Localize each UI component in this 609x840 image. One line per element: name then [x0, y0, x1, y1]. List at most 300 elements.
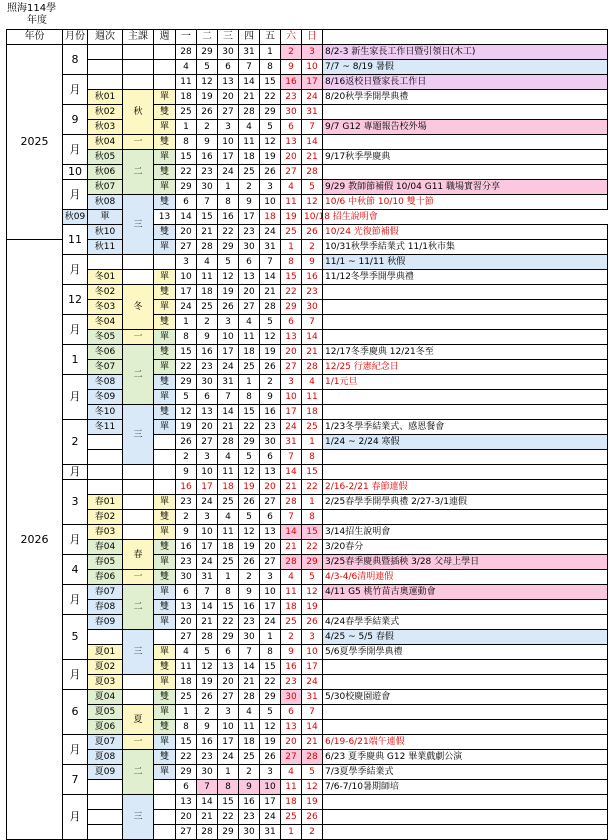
- day-cell: 11: [302, 390, 323, 405]
- week-row: [7, 300, 608, 315]
- week-type-cell: 單: [154, 585, 176, 600]
- day-cell: 24: [302, 90, 323, 105]
- day-cell: 26: [197, 105, 218, 120]
- week-row: [7, 255, 608, 270]
- day-cell: 13: [239, 270, 260, 285]
- day-cell: 21: [302, 150, 323, 165]
- day-cell: 20: [260, 540, 281, 555]
- day-cell: 2: [176, 510, 197, 525]
- week-row: [7, 705, 608, 720]
- day-cell: 20: [281, 150, 302, 165]
- day-cell: 27: [260, 495, 281, 510]
- week-type-cell: 單: [154, 330, 176, 345]
- day-cell: 25: [302, 420, 323, 435]
- day-cell: 9: [176, 525, 197, 540]
- day-cell: 13: [154, 210, 176, 225]
- week-type-cell: 雙: [154, 315, 176, 330]
- week-number-cell: [88, 795, 123, 810]
- day-cell: 16: [176, 540, 197, 555]
- month-cell: 9: [63, 105, 88, 135]
- day-cell: 3: [176, 255, 197, 270]
- day-cell: 18: [197, 285, 218, 300]
- week-number-cell: 冬02: [88, 285, 123, 300]
- day-cell: 17: [239, 210, 260, 225]
- event-cell: [323, 720, 608, 735]
- week-row: [7, 750, 608, 765]
- day-cell: 29: [260, 690, 281, 705]
- day-cell: 9: [239, 195, 260, 210]
- day-cell: 30: [239, 630, 260, 645]
- week-number-cell: [88, 450, 123, 465]
- day-cell: 30: [197, 180, 218, 195]
- day-cell: 15: [260, 660, 281, 675]
- week-row: [7, 585, 608, 600]
- day-cell: 21: [260, 285, 281, 300]
- day-cell: 15: [302, 525, 323, 540]
- month-cell: 月: [63, 735, 88, 765]
- day-cell: 30: [281, 690, 302, 705]
- day-cell: 4: [239, 315, 260, 330]
- event-cell: [323, 465, 608, 480]
- day-cell: 21: [302, 735, 323, 750]
- day-cell: 19: [260, 735, 281, 750]
- day-cell: 27: [281, 750, 302, 765]
- day-cell: 4: [176, 645, 197, 660]
- day-cell: 9: [197, 330, 218, 345]
- week-row: [7, 405, 608, 420]
- week-number-cell: 春06: [88, 570, 123, 585]
- week-row: [7, 720, 608, 735]
- day-cell: 1: [281, 240, 302, 255]
- day-cell: 22: [218, 810, 239, 825]
- week-row: [7, 780, 608, 795]
- week-row: [7, 210, 608, 225]
- day-cell: 31: [260, 240, 281, 255]
- day-cell: 27: [218, 105, 239, 120]
- day-cell: 4: [218, 450, 239, 465]
- day-cell: 2: [239, 570, 260, 585]
- week-number-cell: 夏01: [88, 645, 123, 660]
- week-row: [7, 450, 608, 465]
- month-cell: 月: [63, 375, 88, 420]
- day-cell: 26: [302, 615, 323, 630]
- day-cell: 3: [197, 450, 218, 465]
- day-cell: 23: [239, 225, 260, 240]
- main-course-cell: [123, 255, 154, 270]
- day-cell: 14: [260, 270, 281, 285]
- day-cell: 10: [260, 585, 281, 600]
- main-course-cell: 二: [123, 750, 154, 795]
- week-type-cell: [154, 825, 176, 840]
- day-cell: 22: [260, 675, 281, 690]
- week-number-cell: 秋10: [88, 225, 123, 240]
- week-row: [7, 465, 608, 480]
- day-cell: 12: [260, 330, 281, 345]
- header-sun: 日: [302, 30, 323, 45]
- day-cell: 2: [197, 705, 218, 720]
- day-cell: 22: [176, 750, 197, 765]
- day-cell: 6: [281, 315, 302, 330]
- day-cell: 7: [281, 510, 302, 525]
- day-cell: 28: [260, 300, 281, 315]
- day-cell: 7: [218, 390, 239, 405]
- day-cell: 2: [197, 315, 218, 330]
- day-cell: 22: [176, 165, 197, 180]
- day-cell: 16: [281, 75, 302, 90]
- main-course-cell: [123, 75, 154, 90]
- day-cell: 13: [218, 75, 239, 90]
- day-cell: 14: [218, 405, 239, 420]
- week-number-cell: 夏04: [88, 690, 123, 705]
- main-course-cell: [123, 495, 154, 510]
- week-number-cell: [88, 60, 123, 75]
- page-subtitle: 年度: [27, 15, 47, 26]
- event-cell: [323, 405, 608, 420]
- year-cell: 2025: [7, 45, 63, 240]
- week-number-cell: 秋09: [63, 210, 88, 225]
- day-cell: 30: [176, 570, 197, 585]
- day-cell: 5: [260, 705, 281, 720]
- week-type-cell: [154, 465, 176, 480]
- day-cell: 19: [260, 150, 281, 165]
- week-type-cell: 雙: [154, 750, 176, 765]
- event-cell: 3/20春分: [323, 540, 608, 555]
- day-cell: 16: [260, 405, 281, 420]
- day-cell: 1: [260, 45, 281, 60]
- day-cell: 27: [281, 360, 302, 375]
- day-cell: 21: [218, 420, 239, 435]
- day-cell: 2: [176, 450, 197, 465]
- day-cell: 9: [239, 585, 260, 600]
- week-number-cell: [88, 480, 123, 495]
- day-cell: 30: [239, 825, 260, 840]
- day-cell: 19: [239, 480, 260, 495]
- day-cell: 26: [302, 810, 323, 825]
- main-course-cell: 三: [123, 630, 154, 675]
- day-cell: 5: [176, 390, 197, 405]
- main-course-cell: [123, 465, 154, 480]
- month-cell: 8: [63, 45, 88, 75]
- day-cell: 12: [197, 75, 218, 90]
- week-row: [7, 90, 608, 105]
- day-cell: 3: [302, 630, 323, 645]
- day-cell: 10: [302, 60, 323, 75]
- day-cell: 1: [239, 375, 260, 390]
- day-cell: 26: [239, 495, 260, 510]
- day-cell: 18: [218, 540, 239, 555]
- day-cell: 20: [197, 420, 218, 435]
- day-cell: 31: [218, 375, 239, 390]
- main-course-cell: 二: [123, 150, 154, 195]
- day-cell: 24: [176, 300, 197, 315]
- week-number-cell: 秋06: [88, 165, 123, 180]
- day-cell: 9: [281, 60, 302, 75]
- day-cell: 24: [281, 420, 302, 435]
- main-course-cell: [123, 510, 154, 525]
- week-row: [7, 345, 608, 360]
- school-calendar-table: [6, 29, 608, 840]
- week-row: [7, 390, 608, 405]
- day-cell: 30: [197, 375, 218, 390]
- day-cell: 19: [260, 345, 281, 360]
- day-cell: 31: [302, 105, 323, 120]
- week-number-cell: 秋05: [88, 150, 123, 165]
- day-cell: 23: [302, 285, 323, 300]
- day-cell: 11: [218, 525, 239, 540]
- day-cell: 15: [281, 270, 302, 285]
- day-cell: 5: [239, 450, 260, 465]
- day-cell: 18: [260, 210, 281, 225]
- day-cell: 15: [239, 405, 260, 420]
- day-cell: 30: [218, 45, 239, 60]
- day-cell: 3: [260, 765, 281, 780]
- day-cell: 2: [302, 825, 323, 840]
- day-cell: 21: [302, 345, 323, 360]
- week-type-cell: 雙: [154, 165, 176, 180]
- day-cell: 10: [197, 465, 218, 480]
- week-row: [7, 150, 608, 165]
- week-row: [7, 360, 608, 375]
- day-cell: 14: [239, 75, 260, 90]
- day-cell: 4: [197, 255, 218, 270]
- week-number-cell: 春07: [88, 585, 123, 600]
- week-type-cell: 雙: [154, 540, 176, 555]
- day-cell: 23: [281, 90, 302, 105]
- header-events: [323, 30, 608, 45]
- day-cell: 6: [281, 120, 302, 135]
- main-course-cell: 冬: [123, 285, 154, 330]
- day-cell: 1: [176, 705, 197, 720]
- week-type-cell: [154, 255, 176, 270]
- week-number-cell: 冬08: [88, 375, 123, 390]
- week-number-cell: 秋04: [88, 135, 123, 150]
- week-type-cell: 單: [154, 390, 176, 405]
- day-cell: 31: [281, 435, 302, 450]
- week-number-cell: 春01: [88, 495, 123, 510]
- event-cell: [323, 105, 608, 120]
- event-cell: [323, 315, 608, 330]
- day-cell: 16: [239, 600, 260, 615]
- day-cell: 18: [239, 345, 260, 360]
- day-cell: 28: [281, 555, 302, 570]
- week-number-cell: 冬10: [88, 405, 123, 420]
- main-course-cell: [123, 60, 154, 75]
- week-number-cell: [88, 825, 123, 840]
- day-cell: 28: [176, 45, 197, 60]
- week-type-cell: [154, 60, 176, 75]
- week-number-cell: 春03: [88, 525, 123, 540]
- event-cell: 2/16-2/21 春節連假: [323, 480, 608, 495]
- day-cell: 12: [239, 525, 260, 540]
- day-cell: 13: [281, 330, 302, 345]
- day-cell: 16: [176, 480, 197, 495]
- day-cell: 26: [218, 300, 239, 315]
- month-cell: 月: [63, 315, 88, 345]
- day-cell: 3: [260, 570, 281, 585]
- day-cell: 18: [176, 90, 197, 105]
- week-type-cell: 雙: [154, 225, 176, 240]
- day-cell: 17: [281, 405, 302, 420]
- week-row: [7, 645, 608, 660]
- day-cell: 25: [197, 300, 218, 315]
- day-cell: 8: [260, 645, 281, 660]
- header-week-number: 週次: [88, 30, 123, 45]
- day-cell: 25: [281, 810, 302, 825]
- week-number-cell: 秋07: [88, 180, 123, 195]
- day-cell: 8: [281, 255, 302, 270]
- week-number-cell: 夏03: [88, 675, 123, 690]
- day-cell: 28: [239, 105, 260, 120]
- week-number-cell: [88, 810, 123, 825]
- week-type-cell: 雙: [154, 195, 176, 210]
- week-type-cell: 單: [154, 270, 176, 285]
- day-cell: 4: [281, 570, 302, 585]
- day-cell: 8: [176, 330, 197, 345]
- week-type-cell: [154, 435, 176, 450]
- day-cell: 5: [197, 60, 218, 75]
- main-course-cell: 二: [123, 585, 154, 630]
- week-row: [7, 570, 608, 585]
- week-type-cell: 雙: [154, 510, 176, 525]
- week-type-cell: 雙: [154, 405, 176, 420]
- week-type-cell: 單: [154, 90, 176, 105]
- day-cell: 12: [239, 465, 260, 480]
- day-cell: 27: [176, 825, 197, 840]
- day-cell: 3: [218, 315, 239, 330]
- week-row: [7, 165, 608, 180]
- day-cell: 31: [197, 570, 218, 585]
- main-course-cell: 三: [123, 795, 154, 840]
- day-cell: 23: [197, 165, 218, 180]
- event-cell: [323, 825, 608, 840]
- main-course-cell: [123, 690, 154, 705]
- main-course-cell: [123, 480, 154, 495]
- event-cell: 5/30校慶園遊會: [323, 690, 608, 705]
- event-cell: 4/11 G5 桃竹苗古奧運動會: [323, 585, 608, 600]
- day-cell: 20: [218, 675, 239, 690]
- event-cell: [323, 300, 608, 315]
- year-cell: 2026: [7, 240, 63, 840]
- event-cell: 7/6-7/10暑期師培: [323, 780, 608, 795]
- day-cell: 7: [302, 705, 323, 720]
- week-row: [7, 60, 608, 75]
- day-cell: 6: [218, 645, 239, 660]
- day-cell: 13: [281, 135, 302, 150]
- event-cell: 12/17冬季慶典 12/21冬至: [323, 345, 608, 360]
- month-cell: 12: [63, 285, 88, 315]
- day-cell: 29: [281, 300, 302, 315]
- day-cell: 7: [239, 645, 260, 660]
- day-cell: 20: [218, 90, 239, 105]
- month-cell: 月: [63, 180, 88, 210]
- event-cell: 4/25 ~ 5/5 春假: [323, 630, 608, 645]
- day-cell: 30: [302, 300, 323, 315]
- day-cell: 5: [260, 120, 281, 135]
- day-cell: 10: [281, 390, 302, 405]
- week-row: [7, 630, 608, 645]
- week-number-cell: 夏08: [88, 750, 123, 765]
- day-cell: 28: [239, 690, 260, 705]
- week-number-cell: 冬06: [88, 345, 123, 360]
- day-cell: 13: [176, 600, 197, 615]
- event-cell: 6/23 夏季慶典 G12 畢業戲劇公演: [323, 750, 608, 765]
- day-cell: 24: [218, 360, 239, 375]
- day-cell: 19: [302, 600, 323, 615]
- day-cell: 21: [197, 810, 218, 825]
- week-number-cell: 冬07: [88, 360, 123, 375]
- event-cell: 8/20秋學季開學典禮: [323, 90, 608, 105]
- day-cell: 18: [281, 600, 302, 615]
- event-cell: [323, 600, 608, 615]
- week-row: [7, 735, 608, 750]
- week-type-cell: 單: [154, 495, 176, 510]
- month-cell: 7: [63, 765, 88, 795]
- header-tue: 二: [197, 30, 218, 45]
- week-number-cell: [88, 75, 123, 90]
- week-type-cell: [154, 45, 176, 60]
- day-cell: 21: [239, 675, 260, 690]
- day-cell: 1: [176, 120, 197, 135]
- event-cell: 8/16返校日暨家長工作日: [323, 75, 608, 90]
- day-cell: 2: [239, 180, 260, 195]
- day-cell: 10: [260, 195, 281, 210]
- event-cell: 8/2-3 新生家長工作日暨引領日(木工): [323, 45, 608, 60]
- week-type-cell: [154, 450, 176, 465]
- day-cell: 18: [302, 405, 323, 420]
- day-cell: 5: [302, 765, 323, 780]
- week-number-cell: [88, 255, 123, 270]
- day-cell: 4: [176, 60, 197, 75]
- day-cell: 17: [197, 480, 218, 495]
- day-cell: 3: [281, 375, 302, 390]
- main-course-cell: 一: [123, 735, 154, 750]
- event-cell: 10/6 中秋節 10/10 雙十節: [323, 195, 608, 210]
- event-cell: 9/7 G12 專題報告校外場: [323, 120, 608, 135]
- day-cell: 16: [239, 795, 260, 810]
- day-cell: 28: [197, 630, 218, 645]
- day-cell: 14: [176, 210, 197, 225]
- day-cell: 7: [239, 60, 260, 75]
- event-cell: 10/31秋學季結業式 11/1秋市集: [323, 240, 608, 255]
- week-row: [7, 810, 608, 825]
- day-cell: 20: [260, 480, 281, 495]
- event-cell: 6/19-6/21端午連假: [323, 735, 608, 750]
- week-row: [7, 240, 608, 255]
- week-row: [7, 540, 608, 555]
- day-cell: 25: [176, 690, 197, 705]
- day-cell: 4: [302, 375, 323, 390]
- day-cell: 5: [218, 255, 239, 270]
- day-cell: 26: [197, 690, 218, 705]
- day-cell: 15: [197, 210, 218, 225]
- event-cell: [323, 660, 608, 675]
- week-number-cell: 春05: [88, 555, 123, 570]
- header-thu: 四: [239, 30, 260, 45]
- week-type-cell: [154, 810, 176, 825]
- week-type-cell: 單: [88, 210, 123, 225]
- week-row: [7, 495, 608, 510]
- week-row: [7, 420, 608, 435]
- day-cell: 18: [176, 675, 197, 690]
- week-type-cell: 雙: [154, 105, 176, 120]
- day-cell: 23: [197, 750, 218, 765]
- day-cell: 11: [176, 75, 197, 90]
- week-type-cell: 單: [154, 615, 176, 630]
- header-row: [7, 30, 608, 45]
- event-cell: [323, 165, 608, 180]
- event-cell: 7/7 ~ 8/19 暑假: [323, 60, 608, 75]
- main-course-cell: [123, 270, 154, 285]
